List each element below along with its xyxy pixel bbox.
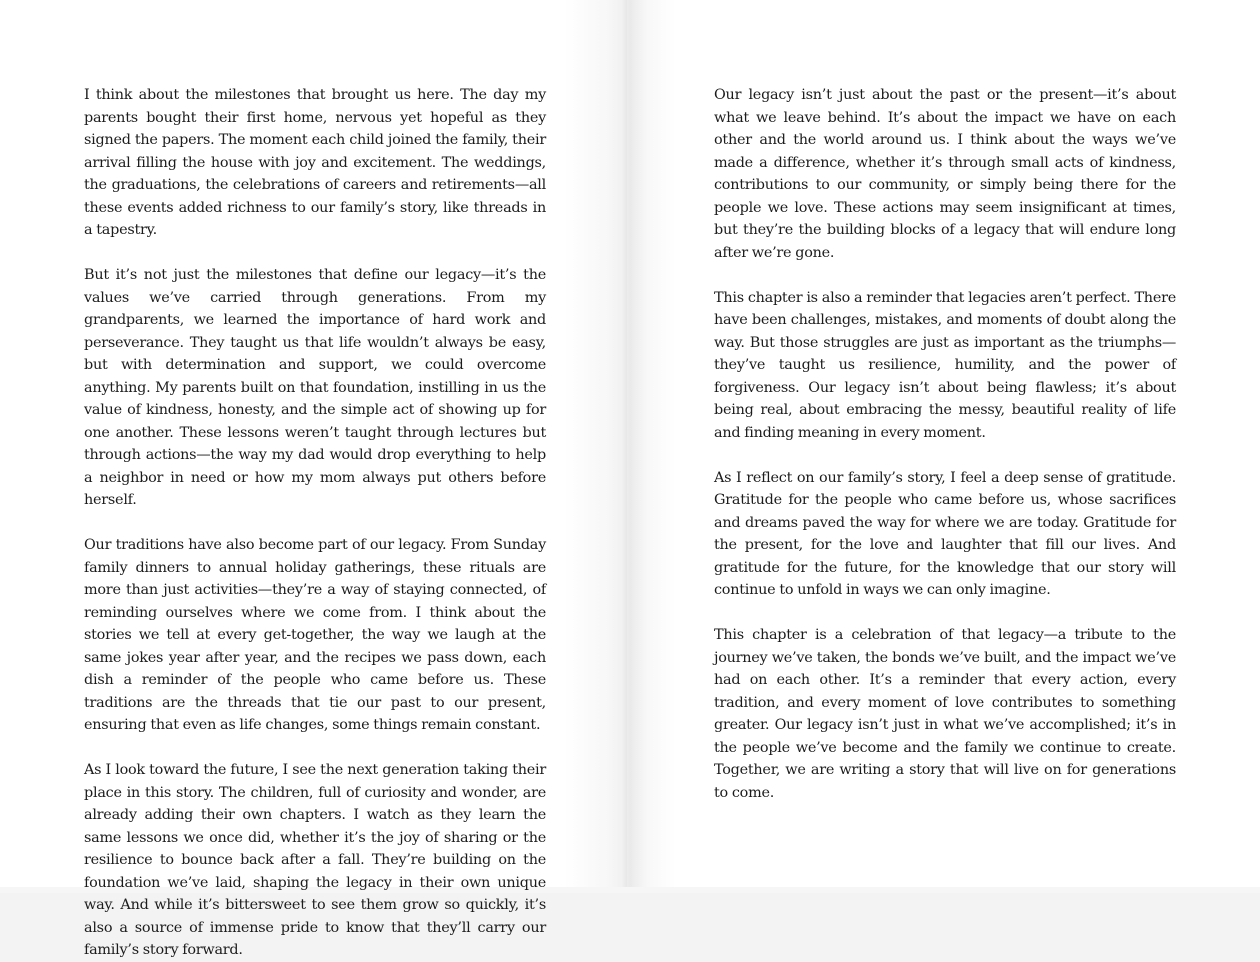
right-page — [632, 0, 1260, 887]
paragraph: Our legacy isn’t just about the past or the present—it’s about what we leave behind. It’s about the impact we have on each other and the world around us. I think about the ways we’ve made a difference, whether it’s through small acts of kindness, contributions to our community, or simply being there for the people we love. These actions may seem insignificant at times, but they’re the building blocks of a legacy that will endure long after we’re gone. — [714, 87, 1176, 261]
right-page-text — [714, 84, 1176, 804]
paragraph: This chapter is a celebration of that legacy—a tribute to the journey we’ve taken, the bonds we’ve built, and the impact we’ve had on each other. It’s a reminder that every action, every tradition, and every moment of love contributes to something greater. Our legacy isn’t just in what we’ve accomplished; it’s in the people we’ve become and the family we continue to create. Together, we are writing a story that will live on for generations to come. — [714, 627, 1176, 801]
paragraph: As I reflect on our family’s story, I feel a deep sense of gratitude. Gratitude for the people who came before us, whose sacrifices and dreams paved the way for where we are today. Gratitude for the present, for the love and laughter that fill our lives. And gratitude for the future, for the knowledge that our story will continue to unfold in ways we can only imagine. — [714, 469, 1176, 598]
left-page — [0, 0, 627, 958]
paragraph: As I look toward the future, I see the next generation taking their place in this story. The children, full of curiosity and wonder, are already adding their own chapters. I watch as they learn the same lessons we once did, whether it’s the joy of sharing or the resilience to bounce back after a fall. They’re building on the foundation we’ve laid, shaping the legacy in their own unique way. And while it’s bittersweet to see them grow so quickly, it’s also a source of immense pride to know that they’ll carry our family’s story forward. — [84, 762, 546, 958]
paragraph: But it’s not just the milestones that define our legacy—it’s the values we’ve carried through generations. From my grandparents, we learned the importance of hard work and perseverance. They taught us that life wouldn’t always be easy, but with determination and support, we could overcome anything. My parents built on that foundation, instilling in us the value of kindness, honesty, and the simple act of showing up for one another. These lessons weren’t taught through lectures but through actions—the way my dad would drop everything to help a neighbor in need or how my mom always put others before herself. — [84, 267, 546, 508]
paragraph: I think about the milestones that brought us here. The day my parents bought their first home, nervous yet hopeful as they signed the papers. The moment each child joined the family, their arrival filling the house with joy and excitement. The weddings, the graduations, the celebrations of careers and retirements—all these events added richness to our family’s story, like threads in a tapestry. — [84, 87, 546, 238]
paragraph: This chapter is also a reminder that legacies aren’t perfect. There have been challenges, mistakes, and moments of doubt along the way. But those struggles are just as important as the triumphs—they’ve taught us resilience, humility, and the power of forgiveness. Our legacy isn’t about being flawless; it’s about being real, about embracing the messy, beautiful reality of life and finding meaning in every moment. — [714, 289, 1176, 441]
paragraph: Our traditions have also become part of our legacy. From Sunday family dinners to annual holiday gatherings, these rituals are more than just activities—they’re a way of staying connected, of reminding ourselves where we come from. I think about the stories we tell at every get-together, the way we laugh at the same jokes year after year, and the recipes we pass down, each dish a reminder of the people who came before us. These traditions are the threads that tie our past to our present, ensuring that even as life changes, some things remain constant. — [84, 537, 546, 733]
left-page-text — [84, 84, 546, 962]
